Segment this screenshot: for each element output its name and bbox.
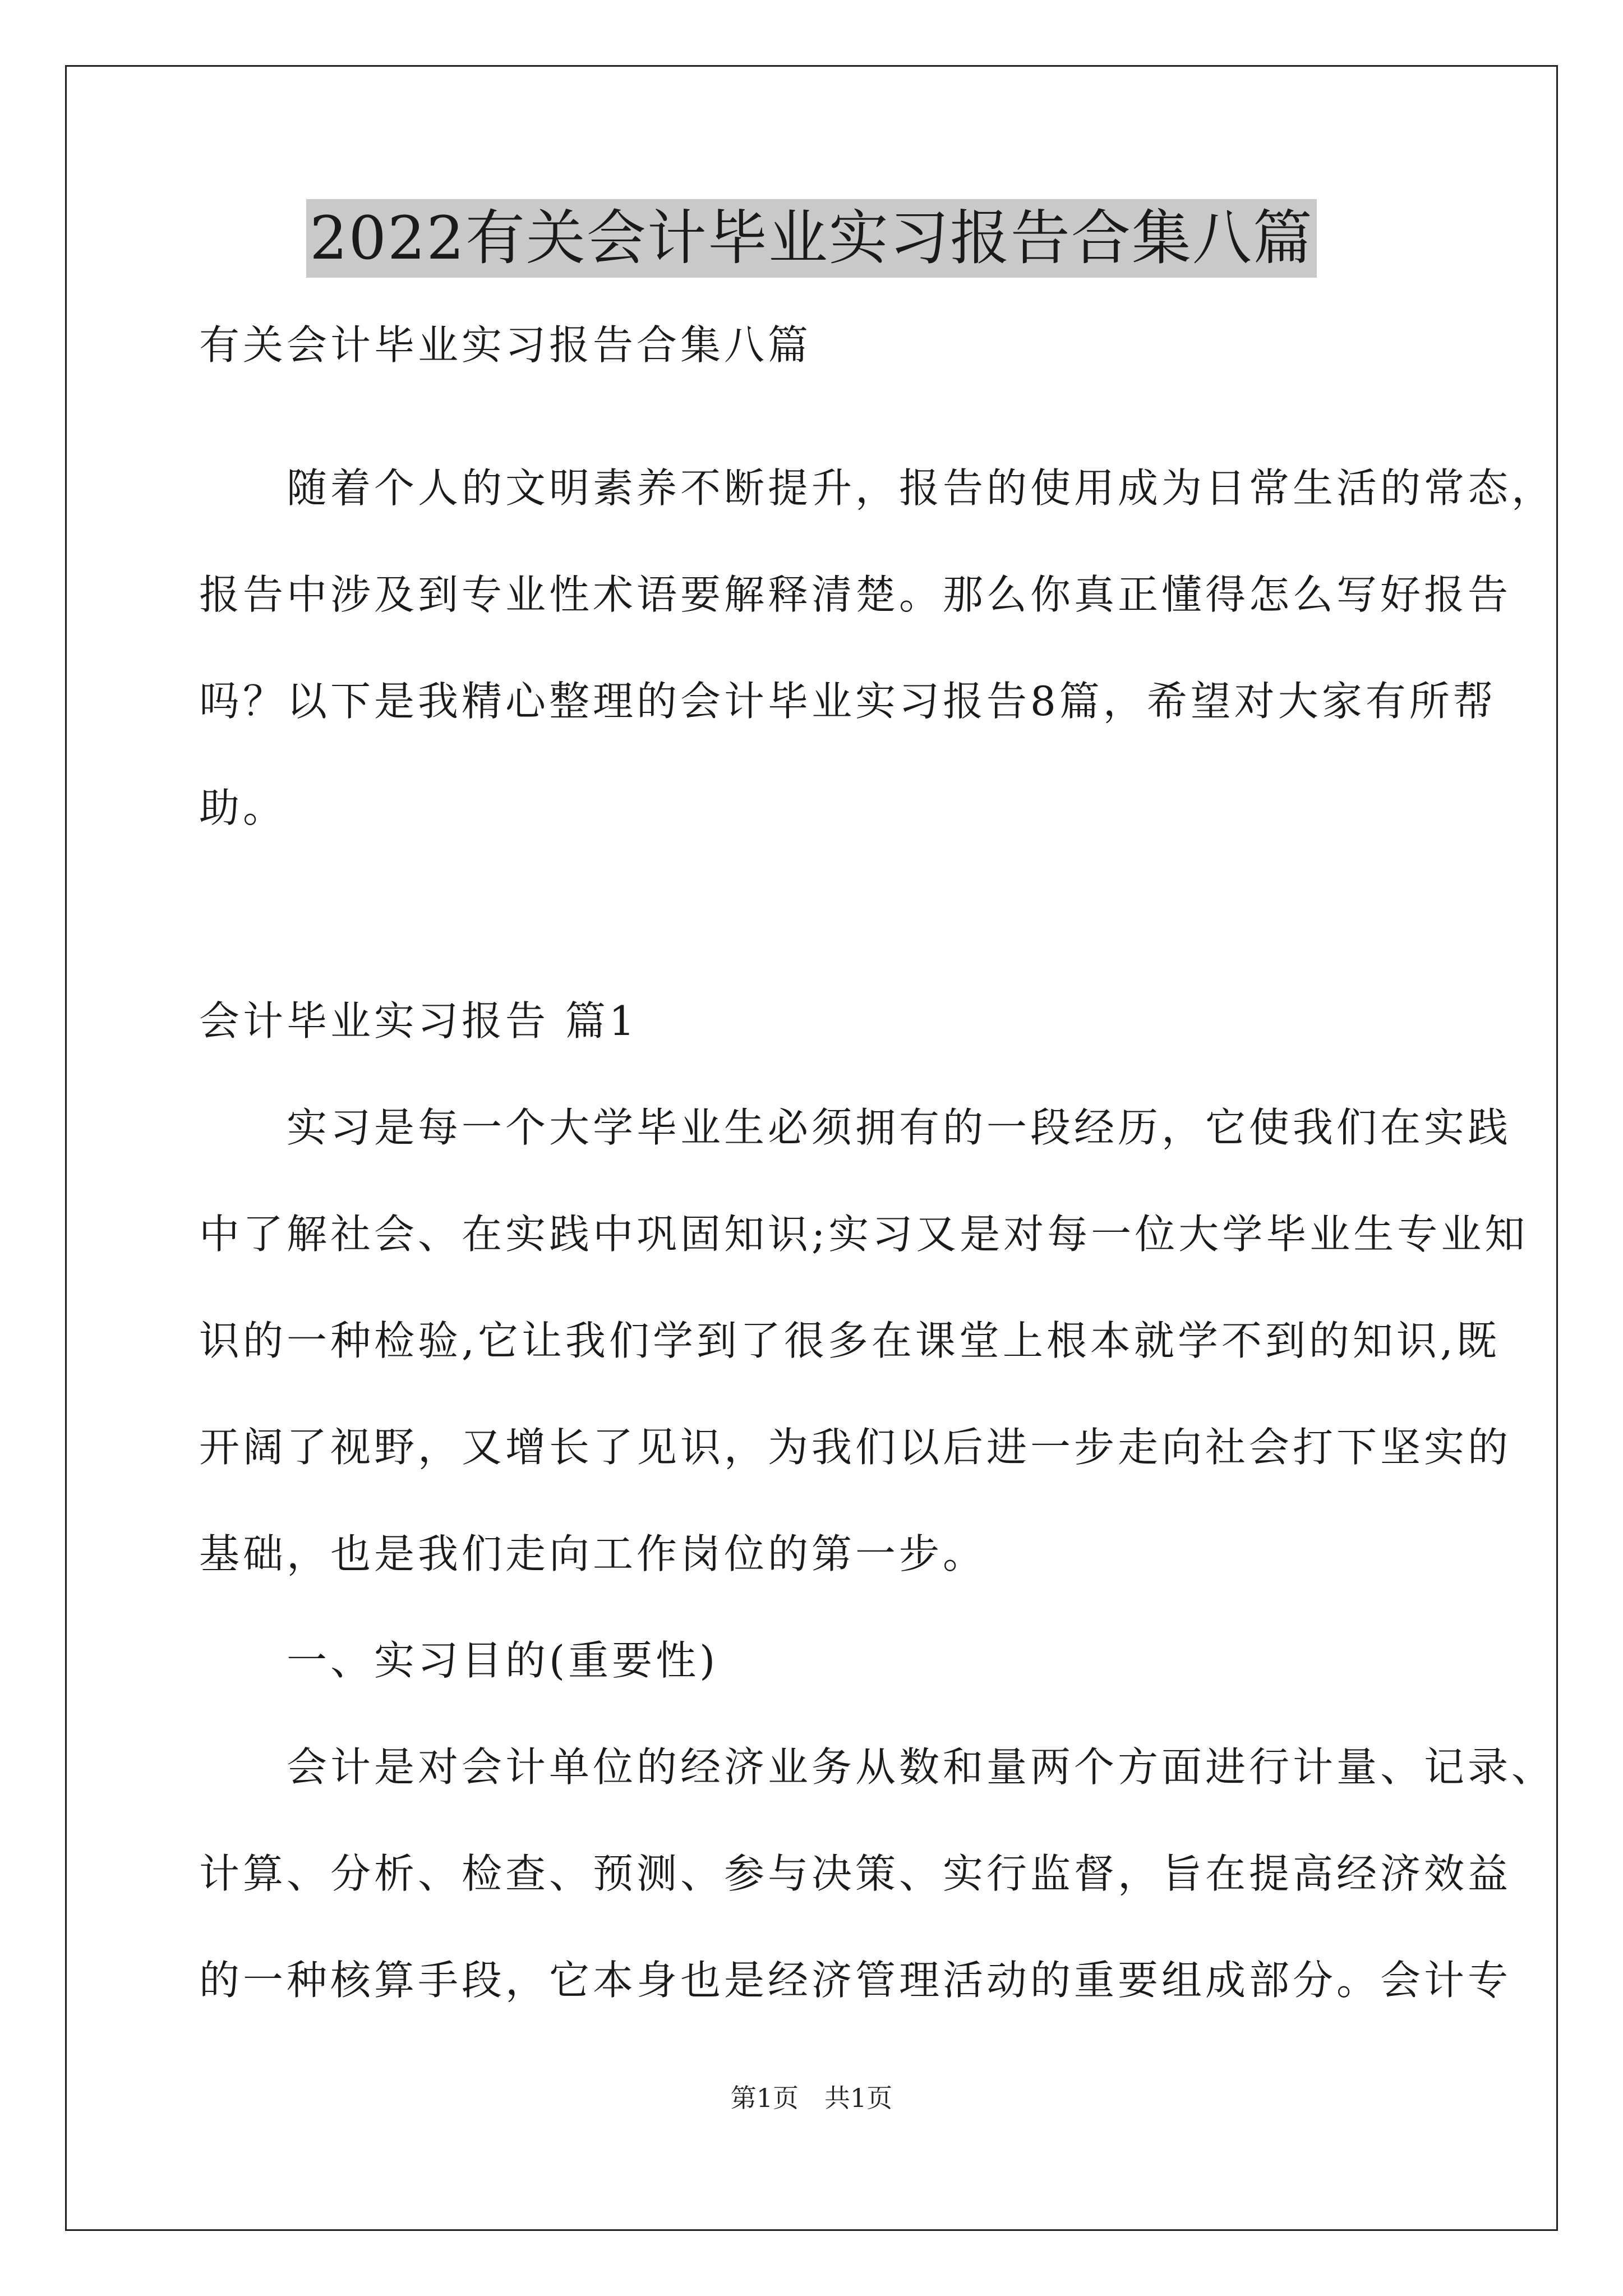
page-footer: 第1页 共1页 — [730, 2083, 893, 2113]
intro-line: 报告中涉及到专业性术语要解释清楚。那么你真正懂得怎么写好报告 — [199, 571, 1512, 618]
section-heading: 会计毕业实习报告 篇1 — [199, 997, 638, 1045]
section-line: 实习是每一个大学毕业生必须拥有的一段经历，它使我们在实践 — [199, 1104, 1512, 1151]
intro-line: 随着个人的文明素养不断提升，报告的使用成为日常生活的常态， — [199, 464, 1556, 512]
section-line: 识的一种检验,它让我们学到了很多在课堂上根本就学不到的知识,既 — [199, 1317, 1500, 1364]
subsection-line: 的一种核算手段，它本身也是经济管理活动的重要组成部分。会计专 — [199, 1957, 1512, 2004]
title-container — [0, 199, 1623, 278]
section-line: 中了解社会、在实践中巩固知识;实习又是对每一位大学毕业生专业知 — [199, 1211, 1529, 1258]
intro-line: 吗？以下是我精心整理的会计毕业实习报告8篇，希望对大家有所帮 — [199, 678, 1497, 725]
section-line: 基础，也是我们走向工作岗位的第一步。 — [199, 1530, 987, 1577]
document-subtitle: 有关会计毕业实习报告合集八篇 — [199, 321, 812, 369]
subsection-line: 计算、分析、检查、预测、参与决策、实行监督，旨在提高经济效益 — [199, 1850, 1512, 1897]
subsection-heading: 一、实习目的(重要性) — [199, 1637, 719, 1684]
intro-line: 助。 — [199, 784, 287, 831]
subsection-line: 会计是对会计单位的经济业务从数和量两个方面进行计量、记录、 — [199, 1743, 1556, 1791]
section-line: 开阔了视野，又增长了见识，为我们以后进一步走向社会打下坚实的 — [199, 1424, 1512, 1471]
document-title: 2022有关会计毕业实习报告合集八篇 — [306, 199, 1317, 278]
